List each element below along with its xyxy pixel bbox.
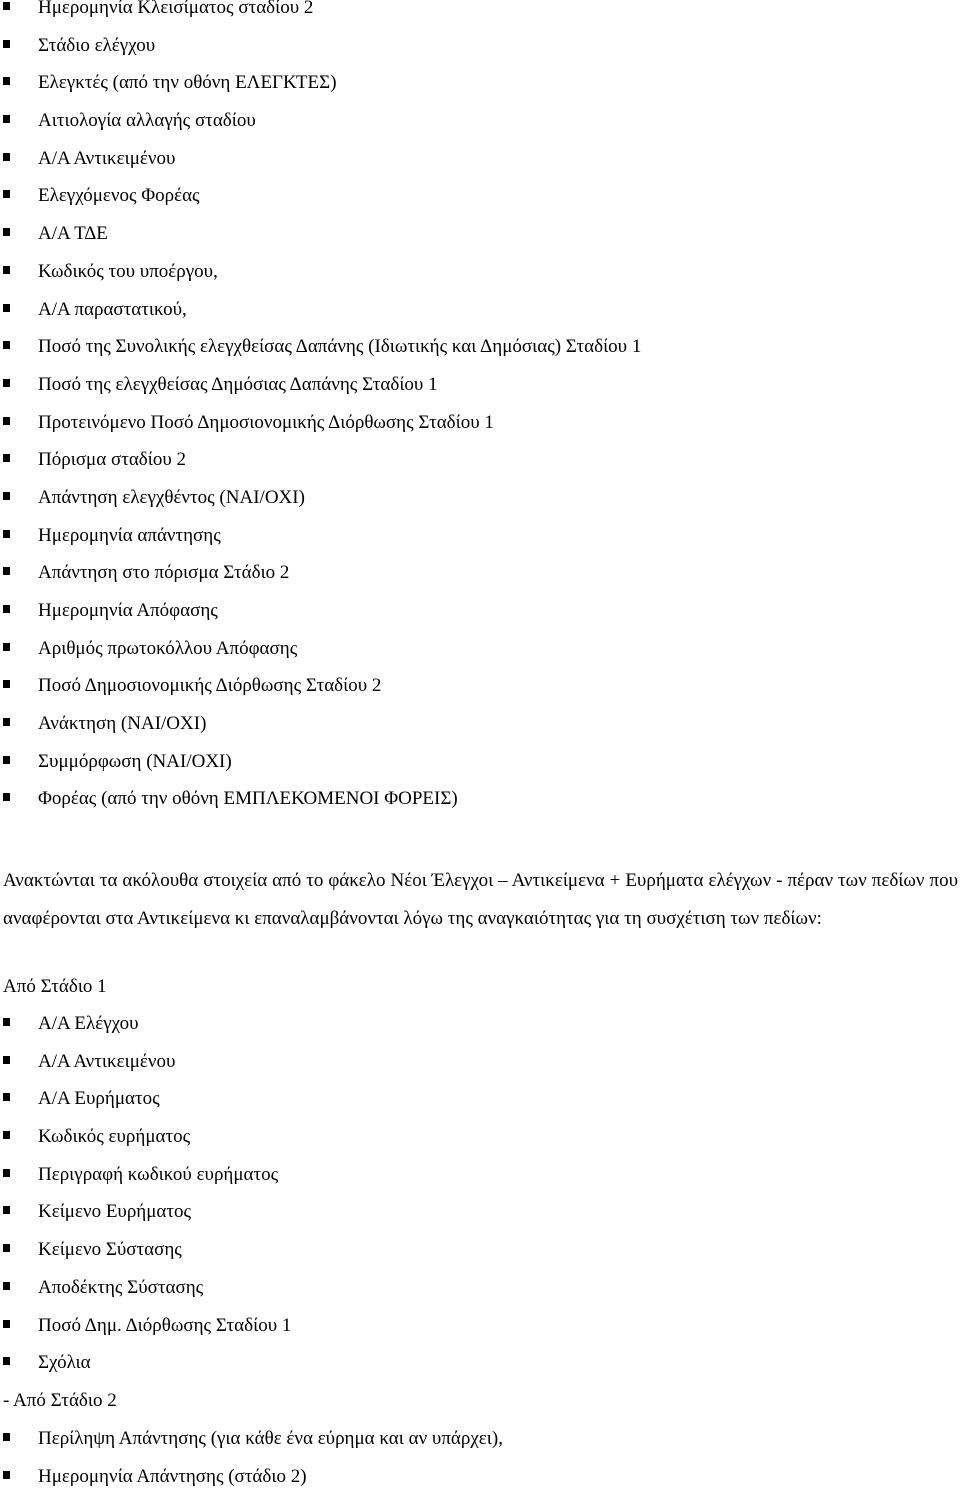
list-item	[0, 1466, 503, 1503]
square-bullet-icon	[3, 379, 10, 387]
list-item-text: Ημερομηνία Απόφασης	[38, 600, 218, 621]
square-bullet-icon	[3, 1169, 10, 1177]
square-bullet-icon	[3, 341, 10, 349]
square-bullet-icon	[3, 718, 10, 726]
list-item	[0, 412, 641, 450]
square-bullet-icon	[3, 228, 10, 236]
list-item-text: Ημερομηνία Απάντησης (στάδιο 2)	[38, 1465, 307, 1487]
list-item-text: Α/Α Ευρήματος	[38, 1088, 160, 1110]
list-item-text: Αποδέκτης Σύστασης	[38, 1276, 204, 1298]
list-item-text: Α/Α Αντικειμένου	[38, 147, 176, 169]
square-bullet-icon	[3, 417, 10, 425]
list-item	[0, 185, 641, 223]
list-item-text: Α/Α Αντικειμένου	[38, 1050, 176, 1072]
square-bullet-icon	[3, 793, 10, 801]
square-bullet-icon	[3, 756, 10, 764]
square-bullet-icon	[3, 2, 10, 10]
list-item-text: Ημερομηνία Κλεισίματος σταδίου 2	[38, 0, 314, 18]
list-item	[0, 1051, 291, 1089]
square-bullet-icon	[3, 190, 10, 198]
list-item	[0, 638, 641, 676]
list-item-text: Ποσό της ελεγχθείσας Δημόσιας Δαπάνης Σταδίου 1	[38, 373, 438, 395]
list-item-text: Κωδικός του υποέργου,	[38, 260, 218, 282]
list-item	[0, 751, 641, 789]
list-item-text: Κείμενο Σύστασης	[38, 1239, 182, 1261]
list-item-text: Ποσό Δημ. Διόρθωσης Σταδίου 1	[38, 1314, 292, 1336]
list-item-text: Κωδικός ευρήματος	[38, 1126, 191, 1148]
list-item-text: Σχόλια	[38, 1352, 91, 1374]
list-item	[0, 788, 641, 826]
square-bullet-icon	[3, 1206, 10, 1214]
stage2-heading: - Από Στάδιο 2	[3, 1390, 117, 1411]
intro-paragraph: Ανακτώνται τα ακόλουθα στοιχεία από το φάκελο Νέοι Έλεγχοι – Αντικείμενα + Ευρήματα ελέγχων - πέραν των πεδίων που αναφέρονται στα Αντικείμενα κι επαναλαμβάνονται λόγω της αναγκαιότητας για τη συσχέτιση των πεδίων:	[3, 870, 958, 929]
stage1-fields-list	[0, 1013, 291, 1390]
square-bullet-icon	[3, 266, 10, 274]
list-item	[0, 1428, 503, 1466]
list-item-text: Απάντηση ελεγχθέντος (ΝΑΙ/ΟΧΙ)	[38, 486, 305, 508]
square-bullet-icon	[3, 1433, 10, 1441]
list-item	[0, 110, 641, 148]
list-item	[0, 1201, 291, 1239]
list-item	[0, 1277, 291, 1315]
square-bullet-icon	[3, 1018, 10, 1026]
square-bullet-icon	[3, 1320, 10, 1328]
square-bullet-icon	[3, 153, 10, 161]
square-bullet-icon	[3, 40, 10, 48]
list-item	[0, 223, 641, 261]
square-bullet-icon	[3, 530, 10, 538]
list-item-text: Α/Α παραστατικού,	[38, 298, 187, 320]
square-bullet-icon	[3, 1093, 10, 1101]
list-item	[0, 713, 641, 751]
list-item	[0, 261, 641, 299]
list-item	[0, 1013, 291, 1051]
list-item	[0, 72, 641, 110]
list-item	[0, 336, 641, 374]
square-bullet-icon	[3, 1131, 10, 1139]
stage2-extra-fields-list	[0, 1428, 503, 1503]
list-item	[0, 562, 641, 600]
list-item-text: Ποσό της Συνολικής ελεγχθείσας Δαπάνης (Ιδιωτικής και Δημόσιας) Σταδίου 1	[38, 336, 642, 358]
square-bullet-icon	[3, 605, 10, 613]
list-item-text: Αιτιολογία αλλαγής σταδίου	[38, 110, 256, 132]
list-item-text: Α/Α ΤΔΕ	[38, 223, 108, 245]
square-bullet-icon	[3, 1357, 10, 1365]
stage1-heading: Από Στάδιο 1	[3, 976, 107, 997]
list-item-text: Περίληψη Απάντησης (για κάθε ένα εύρημα και αν υπάρχει),	[38, 1428, 503, 1449]
square-bullet-icon	[3, 77, 10, 85]
list-item	[0, 525, 641, 563]
square-bullet-icon	[3, 454, 10, 462]
stage2-fields-list	[0, 0, 641, 826]
square-bullet-icon	[3, 643, 10, 651]
list-item	[0, 675, 641, 713]
list-item-text: Συμμόρφωση (ΝΑΙ/ΟΧΙ)	[38, 750, 232, 772]
list-item	[0, 1315, 291, 1353]
square-bullet-icon	[3, 1282, 10, 1290]
list-item-text: Κείμενο Ευρήματος	[38, 1201, 192, 1223]
square-bullet-icon	[3, 115, 10, 123]
list-item-text: Απάντηση στο πόρισμα Στάδιο 2	[38, 562, 290, 584]
list-item-text: Ελεγκτές (από την οθόνη ΕΛΕΓΚΤΕΣ)	[38, 72, 337, 94]
list-item	[0, 1164, 291, 1202]
square-bullet-icon	[3, 1471, 10, 1479]
list-item	[0, 1239, 291, 1277]
square-bullet-icon	[3, 1056, 10, 1064]
list-item-text: Στάδιο ελέγχου	[38, 34, 156, 56]
list-item-text: Α/Α Ελέγχου	[38, 1013, 139, 1034]
list-item	[0, 1352, 291, 1390]
list-item-text: Ημερομηνία απάντησης	[38, 524, 221, 546]
list-item	[0, 487, 641, 525]
list-item-text: Ανάκτηση (ΝΑΙ/ΟΧΙ)	[38, 713, 207, 735]
list-item-text: Ελεγχόμενος Φορέας	[38, 185, 200, 207]
square-bullet-icon	[3, 304, 10, 312]
list-item	[0, 299, 641, 337]
list-item-text: Πόρισμα σταδίου 2	[38, 449, 187, 471]
list-item	[0, 1088, 291, 1126]
list-item	[0, 0, 641, 35]
list-item	[0, 374, 641, 412]
list-item-text: Περιγραφή κωδικού ευρήματος	[38, 1163, 279, 1185]
list-item-text: Προτεινόμενο Ποσό Δημοσιονομικής Διόρθωσης Σταδίου 1	[38, 411, 494, 433]
list-item-text: Ποσό Δημοσιονομικής Διόρθωσης Σταδίου 2	[38, 675, 382, 697]
list-item	[0, 449, 641, 487]
list-item	[0, 1126, 291, 1164]
square-bullet-icon	[3, 567, 10, 575]
list-item-text: Φορέας (από την οθόνη ΕΜΠΛΕΚΟΜΕΝΟΙ ΦΟΡΕΙΣ)	[38, 788, 458, 810]
list-item	[0, 35, 641, 73]
square-bullet-icon	[3, 492, 10, 500]
list-item	[0, 600, 641, 638]
square-bullet-icon	[3, 1244, 10, 1252]
list-item	[0, 148, 641, 186]
list-item-text: Αριθμός πρωτοκόλλου Απόφασης	[38, 637, 298, 659]
square-bullet-icon	[3, 680, 10, 688]
